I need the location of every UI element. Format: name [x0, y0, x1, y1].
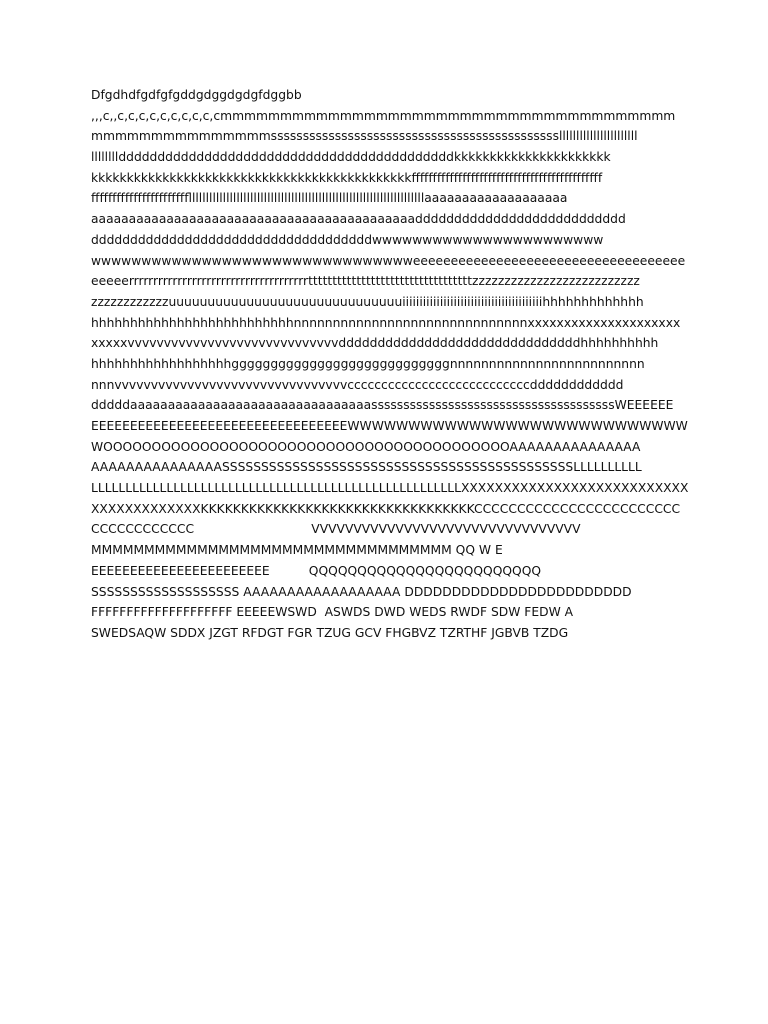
text-line: lllllllldddddddddddddddddddddddddddddddddddddddddddkkkkkkkkkkkkkkkkkkkkkk: [91, 150, 611, 165]
text-line: Dfgdhdfgdfgfgddgdggdgdgfdggbb: [91, 88, 302, 102]
text-line: AAAAAAAAAAAAAAASSSSSSSSSSSSSSSSSSSSSSSSSSSSSSSSSSSSSSSSSSSSSLLLLLLLLLL: [91, 460, 642, 475]
text-line: mmmmmmmmmmmmmmmssssssssssssssssssssssssssssssssssssssssssssslllllllllllllllllllllll: [91, 129, 638, 144]
text-line: EEEEEEEEEEEEEEEEEEEEEEE QQQQQQQQQQQQQQQQQQQQQQQQ: [91, 563, 542, 578]
text-line: ,,,c,,c,c,c,c,c,c,c,c,c,cmmmmmmmmmmmmmmmmmmmmmmmmmmmmmmmmmmmmmm: [91, 108, 676, 123]
text-line: SSSSSSSSSSSSSSSSSSS AAAAAAAAAAAAAAAAAA DDDDDDDDDDDDDDDDDDDDDDDD: [91, 584, 632, 599]
text-line: kkkkkkkkkkkkkkkkkkkkkkkkkkkkkkkkkkkkkkkkkkkkkfffffffffffffffffffffffffffffffffffffffffffff: [91, 170, 603, 185]
text-line: ffffffffffffffffffffffflllllllllllllllllllllllllllllllllllllllllllllllllllllllllllllllllllllaaaaaaaaaaaaaaaaaaa: [91, 191, 568, 206]
text-line: FFFFFFFFFFFFFFFFFFFF EEEEEWSWD ASWDS DWD WEDS RWDF SDW FEDW A: [91, 605, 574, 620]
text-line: MMMMMMMMMMMMMMMMMMMMMMMMMMMMMMMMMM QQ W E: [91, 543, 503, 558]
text-line: LLLLLLLLLLLLLLLLLLLLLLLLLLLLLLLLLLLLLLLLLLLLLLLLLLLLLLXXXXXXXXXXXXXXXXXXXXXXXXXXX: [91, 481, 689, 496]
text-line: hhhhhhhhhhhhhhhhhhhhhhhhhhnnnnnnnnnnnnnnnnnnnnnnnnnnnnnnxxxxxxxxxxxxxxxxxxxxx: [91, 315, 681, 330]
text-line: dddddaaaaaaaaaaaaaaaaaaaaaaaaaaaaaaaassssssssssssssssssssssssssssssssssssssWEEEEEE: [91, 398, 674, 413]
text-line: xxxxxvvvvvvvvvvvvvvvvvvvvvvvvvvvvvdddddddddddddddddddddddddddddddhhhhhhhhhh: [91, 336, 659, 351]
text-line: ddddddddddddddddddddddddddddddddddddwwwwwwwwwwwwwwwwwwwwwww: [91, 232, 604, 247]
document-body-text: [91, 85, 691, 644]
text-line: EEEEEEEEEEEEEEEEEEEEEEEEEEEEEEEEEWWWWWWWWWWWWWWWWWWWWWWWWWWWW: [91, 419, 688, 433]
text-line: CCCCCCCCCCCC VVVVVVVVVVVVVVVVVVVVVVVVVVVVVVVV: [91, 522, 581, 537]
text-line: aaaaaaaaaaaaaaaaaaaaaaaaaaaaaaaaaaaaaaaaaaaddddddddddddddddddddddddddd: [91, 212, 626, 227]
text-line: WOOOOOOOOOOOOOOOOOOOOOOOOOOOOOOOOOOOOOOOOOOAAAAAAAAAAAAAAA: [91, 439, 641, 454]
text-line: wwwwwwwwwwwwwwwwwwwwwwwwwwwwwwwweeeeeeeeeeeeeeeeeeeeeeeeeeeeeeeeeeee: [91, 253, 686, 268]
text-line: hhhhhhhhhhhhhhhhhhggggggggggggggggggggggggggggnnnnnnnnnnnnnnnnnnnnnnnnn: [91, 356, 645, 371]
text-line: zzzzzzzzzzzzuuuuuuuuuuuuuuuuuuuuuuuuuuuuuuiiiiiiiiiiiiiiiiiiiiiiiiiiiiiiiiiiiiiiiiihhhhhhhhhhhhh: [91, 294, 644, 309]
text-line: nnnvvvvvvvvvvvvvvvvvvvvvvvvvvvvvvvvcccccccccccccccccccccccccccdddddddddddd: [91, 377, 624, 392]
text-line: SWEDSAQW SDDX JZGT RFDGT FGR TZUG GCV FHGBVZ TZRTHF JGBVB TZDG: [91, 625, 569, 640]
text-line: eeeeerrrrrrrrrrrrrrrrrrrrrrrrrrrrrrrrrrrrrttttttttttttttttttttttttttttttttttzzzzzzzzzzzzzzzzzzzzzzzzzz: [91, 274, 640, 289]
text-line: XXXXXXXXXXXXXKKKKKKKKKKKKKKKKKKKKKKKKKKKKKKKKKKCCCCCCCCCCCCCCCCCCCCCCCC: [91, 501, 681, 516]
